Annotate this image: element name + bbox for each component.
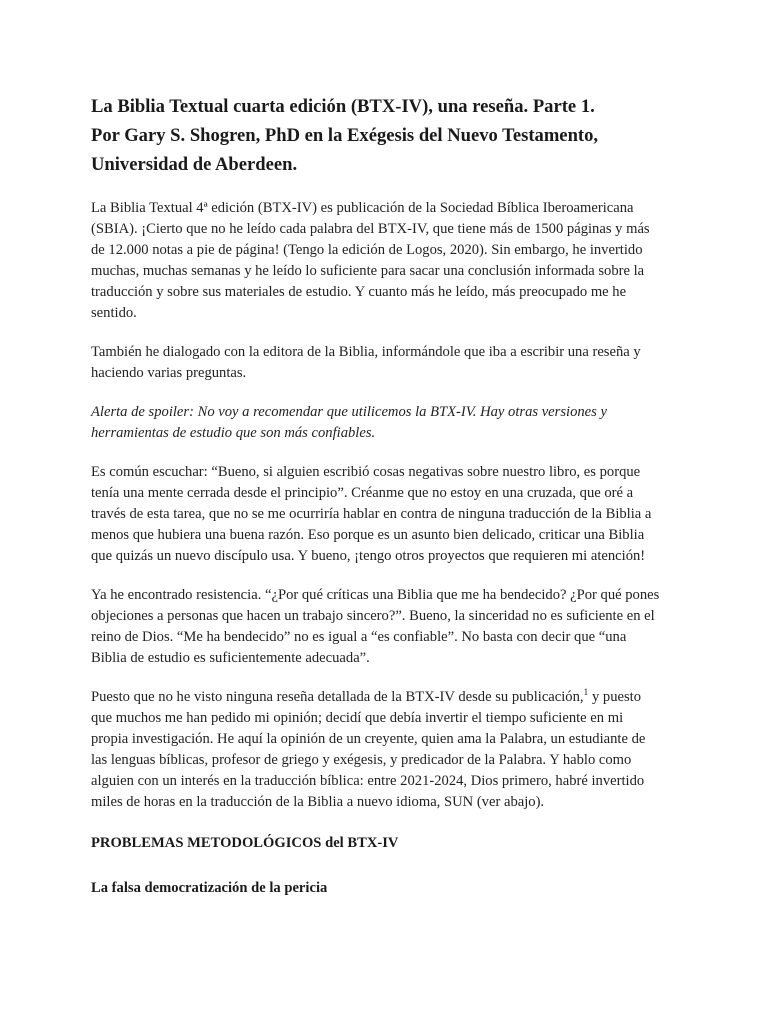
title-line: Universidad de Aberdeen.: [91, 154, 298, 175]
text-line: través de esta tarea, que no se me ocurriría hablar en contra de ninguna traducción de la Biblia a: [91, 506, 652, 522]
text-line: traducción y sobre sus materiales de estudio. Y cuanto más he leído, más preocupado me he: [91, 284, 627, 300]
text-line: haciendo varias preguntas.: [91, 365, 247, 381]
resistance-paragraph: [91, 585, 681, 669]
text-line: propia investigación. He aquí la opinión de un creyente, quien ama la Palabra, un estudiante de: [91, 731, 646, 747]
text-line: Ya he encontrado resistencia. “¿Por qué críticas una Biblia que me ha bendecido? ¿Por qué pones: [91, 587, 660, 603]
text-line: También he dialogado con la editora de la Biblia, informándole que iba a escribir una reseña y: [91, 344, 641, 360]
document-page: [91, 92, 681, 923]
section-heading: PROBLEMAS METODOLÓGICOS del BTX-IV: [91, 835, 399, 851]
text-line: Es común escuchar: “Bueno, si alguien escribió cosas negativas sobre nuestro libro, es porque: [91, 464, 641, 480]
spoiler-alert-paragraph: [91, 402, 681, 444]
text-line: miles de horas en la traducción de la Biblia a nuevo idioma, SUN (ver abajo).: [91, 794, 545, 810]
title-line: Por Gary S. Shogren, PhD en la Exégesis del Nuevo Testamento,: [91, 125, 599, 146]
text-line: sentido.: [91, 305, 137, 321]
subsection-heading: La falsa democratización de la pericia: [91, 880, 328, 896]
intro-paragraph: [91, 198, 681, 324]
footnote-line-before: Puesto que no he visto ninguna reseña detallada de la BTX-IV desde su publicación,: [91, 689, 584, 705]
document-title: [91, 92, 681, 179]
text-line: Biblia de estudio es suficientemente adecuada”.: [91, 650, 370, 666]
text-line: que quizás un nuevo discípulo usa. Y bueno, ¡tengo otros proyectos que requieren mi atención!: [91, 548, 646, 564]
text-line: reino de Dios. “Me ha bendecido” no es igual a “es confiable”. No basta con decir que “una: [91, 629, 627, 645]
common-objection-paragraph: [91, 462, 681, 567]
title-line: La Biblia Textual cuarta edición (BTX-IV), una reseña. Parte 1.: [91, 96, 595, 117]
text-line: tenía una mente cerrada desde el principio”. Créanme que no estoy en una cruzada, que oré a: [91, 485, 634, 501]
text-line: alguien con un interés en la traducción bíblica: entre 2021-2024, Dios primero, habré invertido: [91, 773, 645, 789]
motivation-paragraph: [91, 687, 681, 813]
text-line: herramientas de estudio que son más confiables.: [91, 425, 376, 441]
text-line: (SBIA). ¡Cierto que no he leído cada palabra del BTX-IV, que tiene más de 1500 páginas y más: [91, 221, 650, 237]
dialogue-paragraph: [91, 342, 681, 384]
text-line: las lenguas bíblicas, profesor de griego y exégesis, y predicador de la Palabra. Y hablo como: [91, 752, 632, 768]
footnote-marker[interactable]: 1: [583, 688, 589, 699]
text-line: menos que hubiera una buena razón. Eso porque es un asunto bien delicado, criticar una Biblia: [91, 527, 645, 543]
text-line: objeciones a personas que hacen un trabajo sincero?”. Bueno, la sinceridad no es suficiente en el: [91, 608, 655, 624]
text-line: La Biblia Textual 4ª edición (BTX-IV) es publicación de la Sociedad Bíblica Iberoamericana: [91, 200, 634, 216]
text-line: de 12.000 notas a pie de página! (Tengo la edición de Logos, 2020). Sin embargo, he invertido: [91, 242, 643, 258]
text-line: [91, 687, 681, 708]
text-line: muchas, muchas semanas y he leído lo suficiente para sacar una conclusión informada sobre la: [91, 263, 645, 279]
footnote-line-after: y puesto: [588, 689, 641, 705]
text-line: que muchos me han pedido mi opinión; decidí que debía invertir el tiempo suficiente en mi: [91, 710, 624, 726]
text-line: Alerta de spoiler: No voy a recomendar que utilicemos la BTX-IV. Hay otras versiones y: [91, 404, 607, 420]
